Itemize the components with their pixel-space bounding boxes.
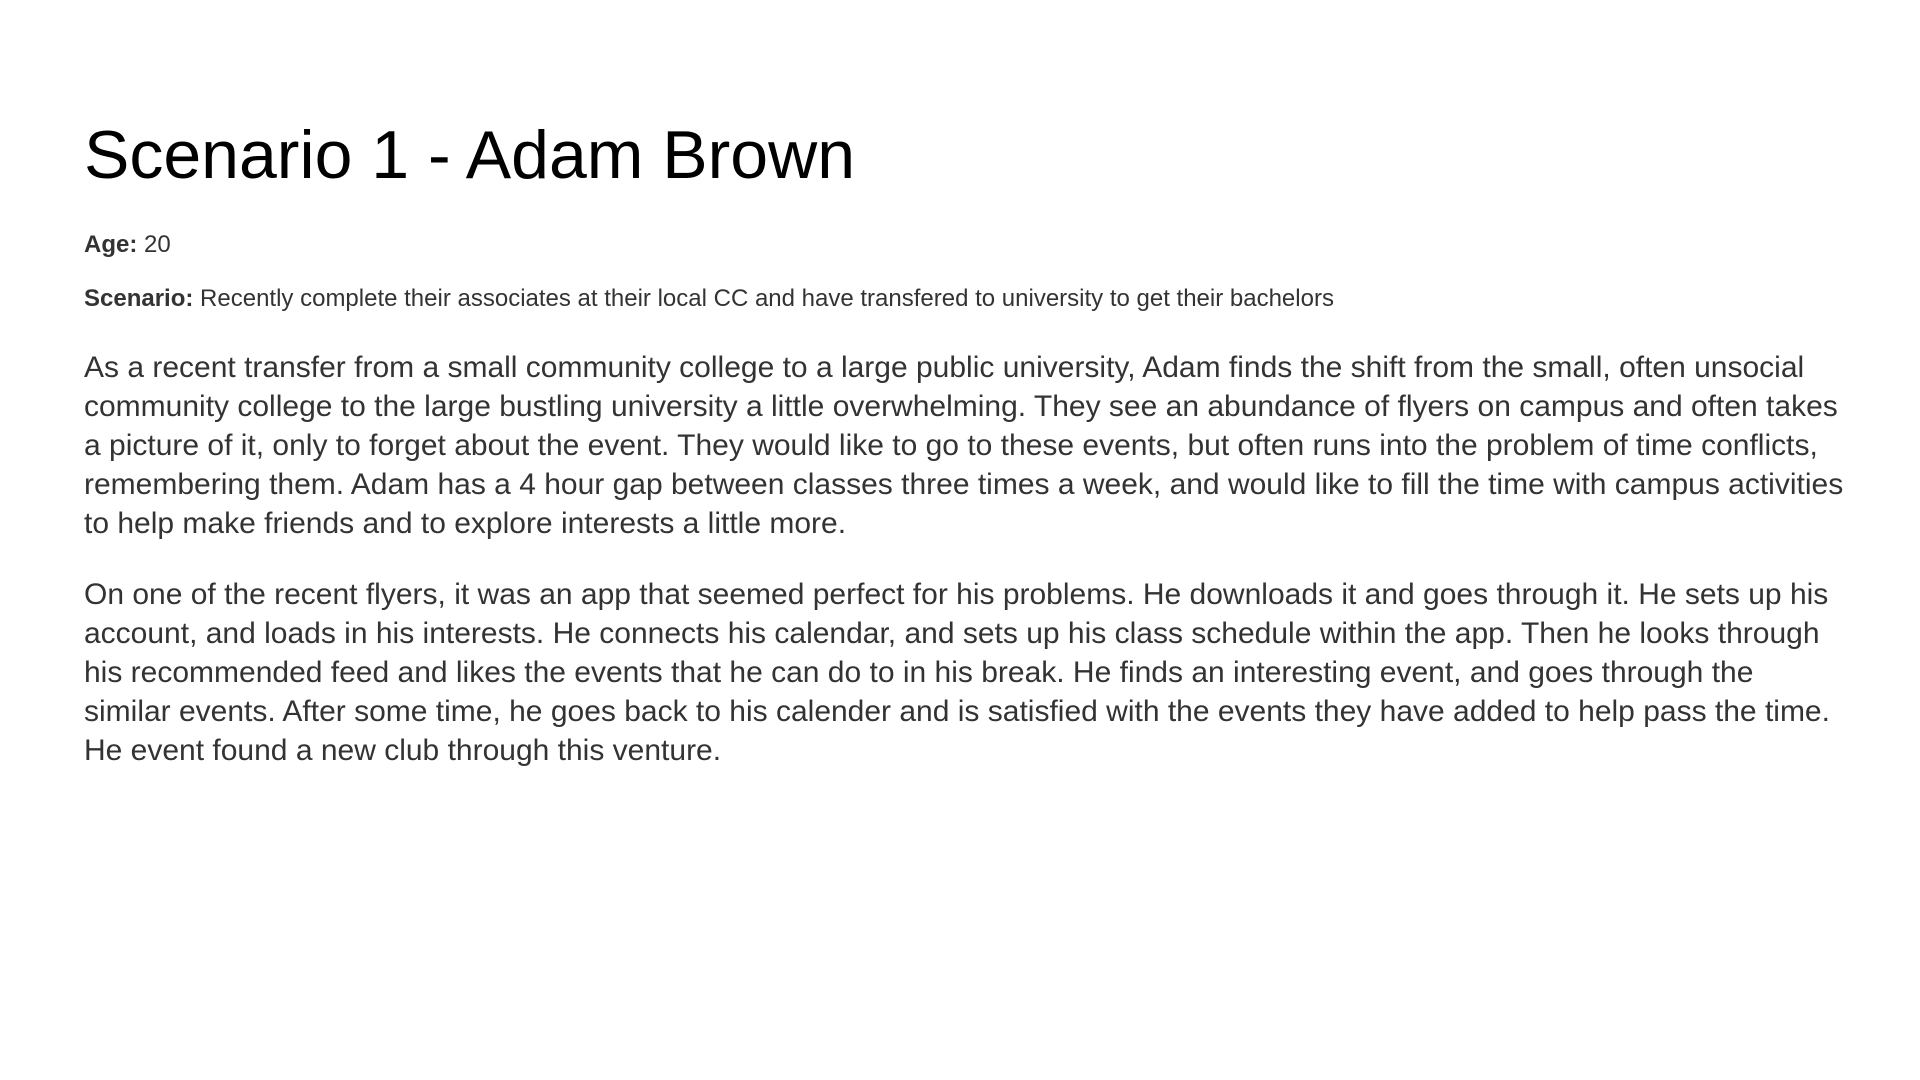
- scenario-value: Recently complete their associates at their local CC and have transfered to university to get their bachelors: [200, 285, 1334, 312]
- age-label: Age:: [84, 231, 138, 258]
- narrative-paragraph-1: As a recent transfer from a small community college to a large public university, Adam finds the shift from the small, often unsocial community college to the large bustling university a little overwhelming. They see an abundance of flyers on campus and often takes a picture of it, only to forget about the event. They would like to go to these events, but often runs into the problem of time conflicts, remembering them. Adam has a 4 hour gap between classes three times a week, and would like to fill the time with campus activities to help make friends and to explore interests a little more.: [84, 351, 1844, 540]
- age-line: [84, 230, 1844, 260]
- page-title: Scenario 1 - Adam Brown: [84, 117, 856, 193]
- scenario-label: Scenario:: [84, 285, 194, 312]
- slide-content: [84, 0, 1844, 770]
- age-value: 20: [144, 231, 171, 258]
- narrative-paragraph-2: On one of the recent flyers, it was an app that seemed perfect for his problems. He downloads it and goes through it. He sets up his account, and loads in his interests. He connects his calendar, and sets up his class schedule within the app. Then he looks through his recommended feed and likes the events that he can do to in his break. He finds an interesting event, and goes through the similar events. After some time, he goes back to his calender and is satisfied with the events they have added to help pass the time. He event found a new club through this venture.: [84, 578, 1830, 767]
- scenario-line: [84, 284, 1844, 314]
